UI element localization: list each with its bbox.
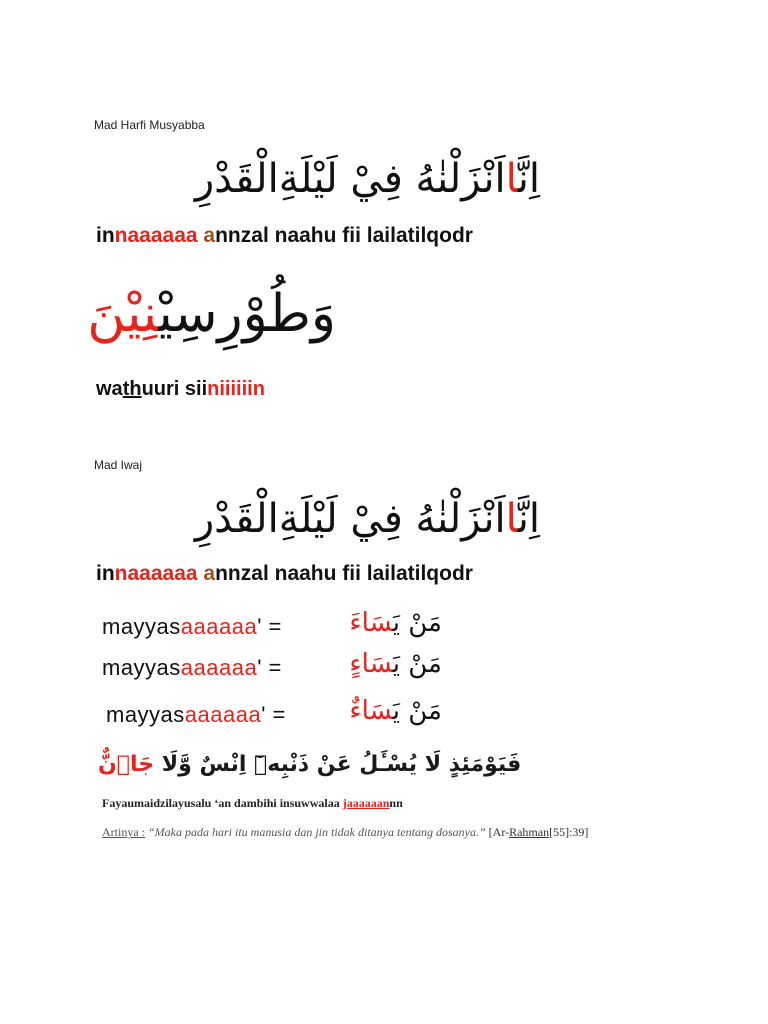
artinya-quote: “Maka pada hari itu manusia dan jin tidak ditanya tentang dosanya.”	[145, 825, 486, 839]
artinya-label: Artinya :	[102, 825, 145, 839]
mayy-prefix: mayyas	[102, 655, 181, 680]
arabic-red-segment: جَاۤنٌّ	[98, 752, 155, 777]
mayy-red: aaaaaa	[180, 614, 258, 639]
heading-mad-iwaj: Mad Iwaj	[94, 458, 143, 472]
arabic-segment: اِنَّ	[517, 156, 540, 202]
mayy-red: aaaaaa	[184, 702, 262, 727]
arabic-man-yasa	[349, 696, 442, 726]
artinya-ref: [55]:39]	[549, 825, 589, 839]
mayyasa-line-2	[102, 649, 442, 687]
mayy-prefix: mayyas	[102, 614, 181, 639]
mayy-suffix: ' =	[257, 655, 282, 680]
translit-segment: uuri sii	[141, 378, 208, 400]
translit-segment: in	[96, 224, 115, 247]
heading-mad-harfi-musyabba: Mad Harfi Musyabba	[94, 118, 205, 132]
artinya-ref: [Ar-	[485, 825, 510, 839]
translit-segment: nnzal naahu fii lailatilqodr	[215, 562, 473, 585]
embedded-verse-image	[98, 742, 618, 866]
arabic-verse-inna-anzalnahu	[194, 484, 540, 554]
artinya-translation	[102, 824, 608, 840]
verse-translit-segment: nn	[389, 796, 403, 810]
arabic-man-yasa	[349, 608, 442, 638]
arabic-red-segment: نِيْنَ	[87, 284, 159, 344]
mayy-red: aaaaaa	[180, 655, 258, 680]
arabic-red-segment: سَاءٌ	[349, 696, 393, 726]
arabic-segment: فَيَوْمَئِذٍ لَا يُسْـَٔلُ عَنْ ذَنْبِهٖٓ اِنْسٌ وَّلَا	[154, 752, 522, 777]
mayyasa-line-3	[106, 696, 442, 734]
mayy-prefix: mayyas	[106, 702, 185, 727]
arabic-segment: مَنْ يَ	[392, 696, 442, 726]
transliteration-line	[96, 224, 473, 248]
arabic-red-segment: ا	[505, 156, 518, 202]
translit-segment: wa	[96, 378, 123, 400]
translit-red-segment: naaaaaa	[114, 224, 198, 247]
arabic-red-segment: سَاءَ	[349, 608, 393, 638]
verse-transliteration	[102, 796, 403, 811]
arabic-segment: مَنْ يَ	[392, 608, 442, 638]
mayy-suffix: ' =	[257, 614, 282, 639]
translit-segment: in	[96, 562, 115, 585]
translit-brown-segment: a	[203, 562, 216, 585]
arabic-verse-inna-anzalnahu	[194, 144, 540, 214]
arabic-segment: مَنْ يَ	[392, 649, 442, 679]
arabic-segment: وَطُوْرِسِيْ	[158, 284, 336, 344]
transliteration-wathuuri	[96, 378, 265, 401]
translit-red-segment: naaaaaa	[114, 562, 198, 585]
translit-underlined-segment: th	[122, 378, 142, 400]
verse-translit-red-segment: jaaaaaan	[342, 796, 390, 810]
verse-translit-segment: Fayaumaidzilayusalu ‘an dambihi insuwwalaa	[102, 796, 343, 810]
arabic-red-segment: سَاءٍ	[349, 649, 393, 679]
transliteration-line	[96, 562, 473, 586]
translit-red-segment: niiiiiin	[207, 378, 265, 400]
arabic-segment: اَنْزَلْنٰهُ فِيْ لَيْلَةِالْقَدْرِ	[194, 156, 506, 202]
arabic-red-segment: ا	[505, 496, 518, 542]
mayy-suffix: ' =	[261, 702, 286, 727]
arabic-segment: اِنَّ	[517, 496, 540, 542]
arabic-word-wathurisinin	[87, 272, 336, 356]
arabic-man-yasa	[349, 649, 442, 679]
arabic-verse-fayaumaidzin	[98, 746, 600, 784]
artinya-ref-link: Rahman	[509, 825, 550, 839]
mayyasa-line-1	[102, 608, 442, 646]
translit-brown-segment: a	[203, 224, 216, 247]
arabic-segment: اَنْزَلْنٰهُ فِيْ لَيْلَةِالْقَدْرِ	[194, 496, 506, 542]
translit-segment: nnzal naahu fii lailatilqodr	[215, 224, 473, 247]
